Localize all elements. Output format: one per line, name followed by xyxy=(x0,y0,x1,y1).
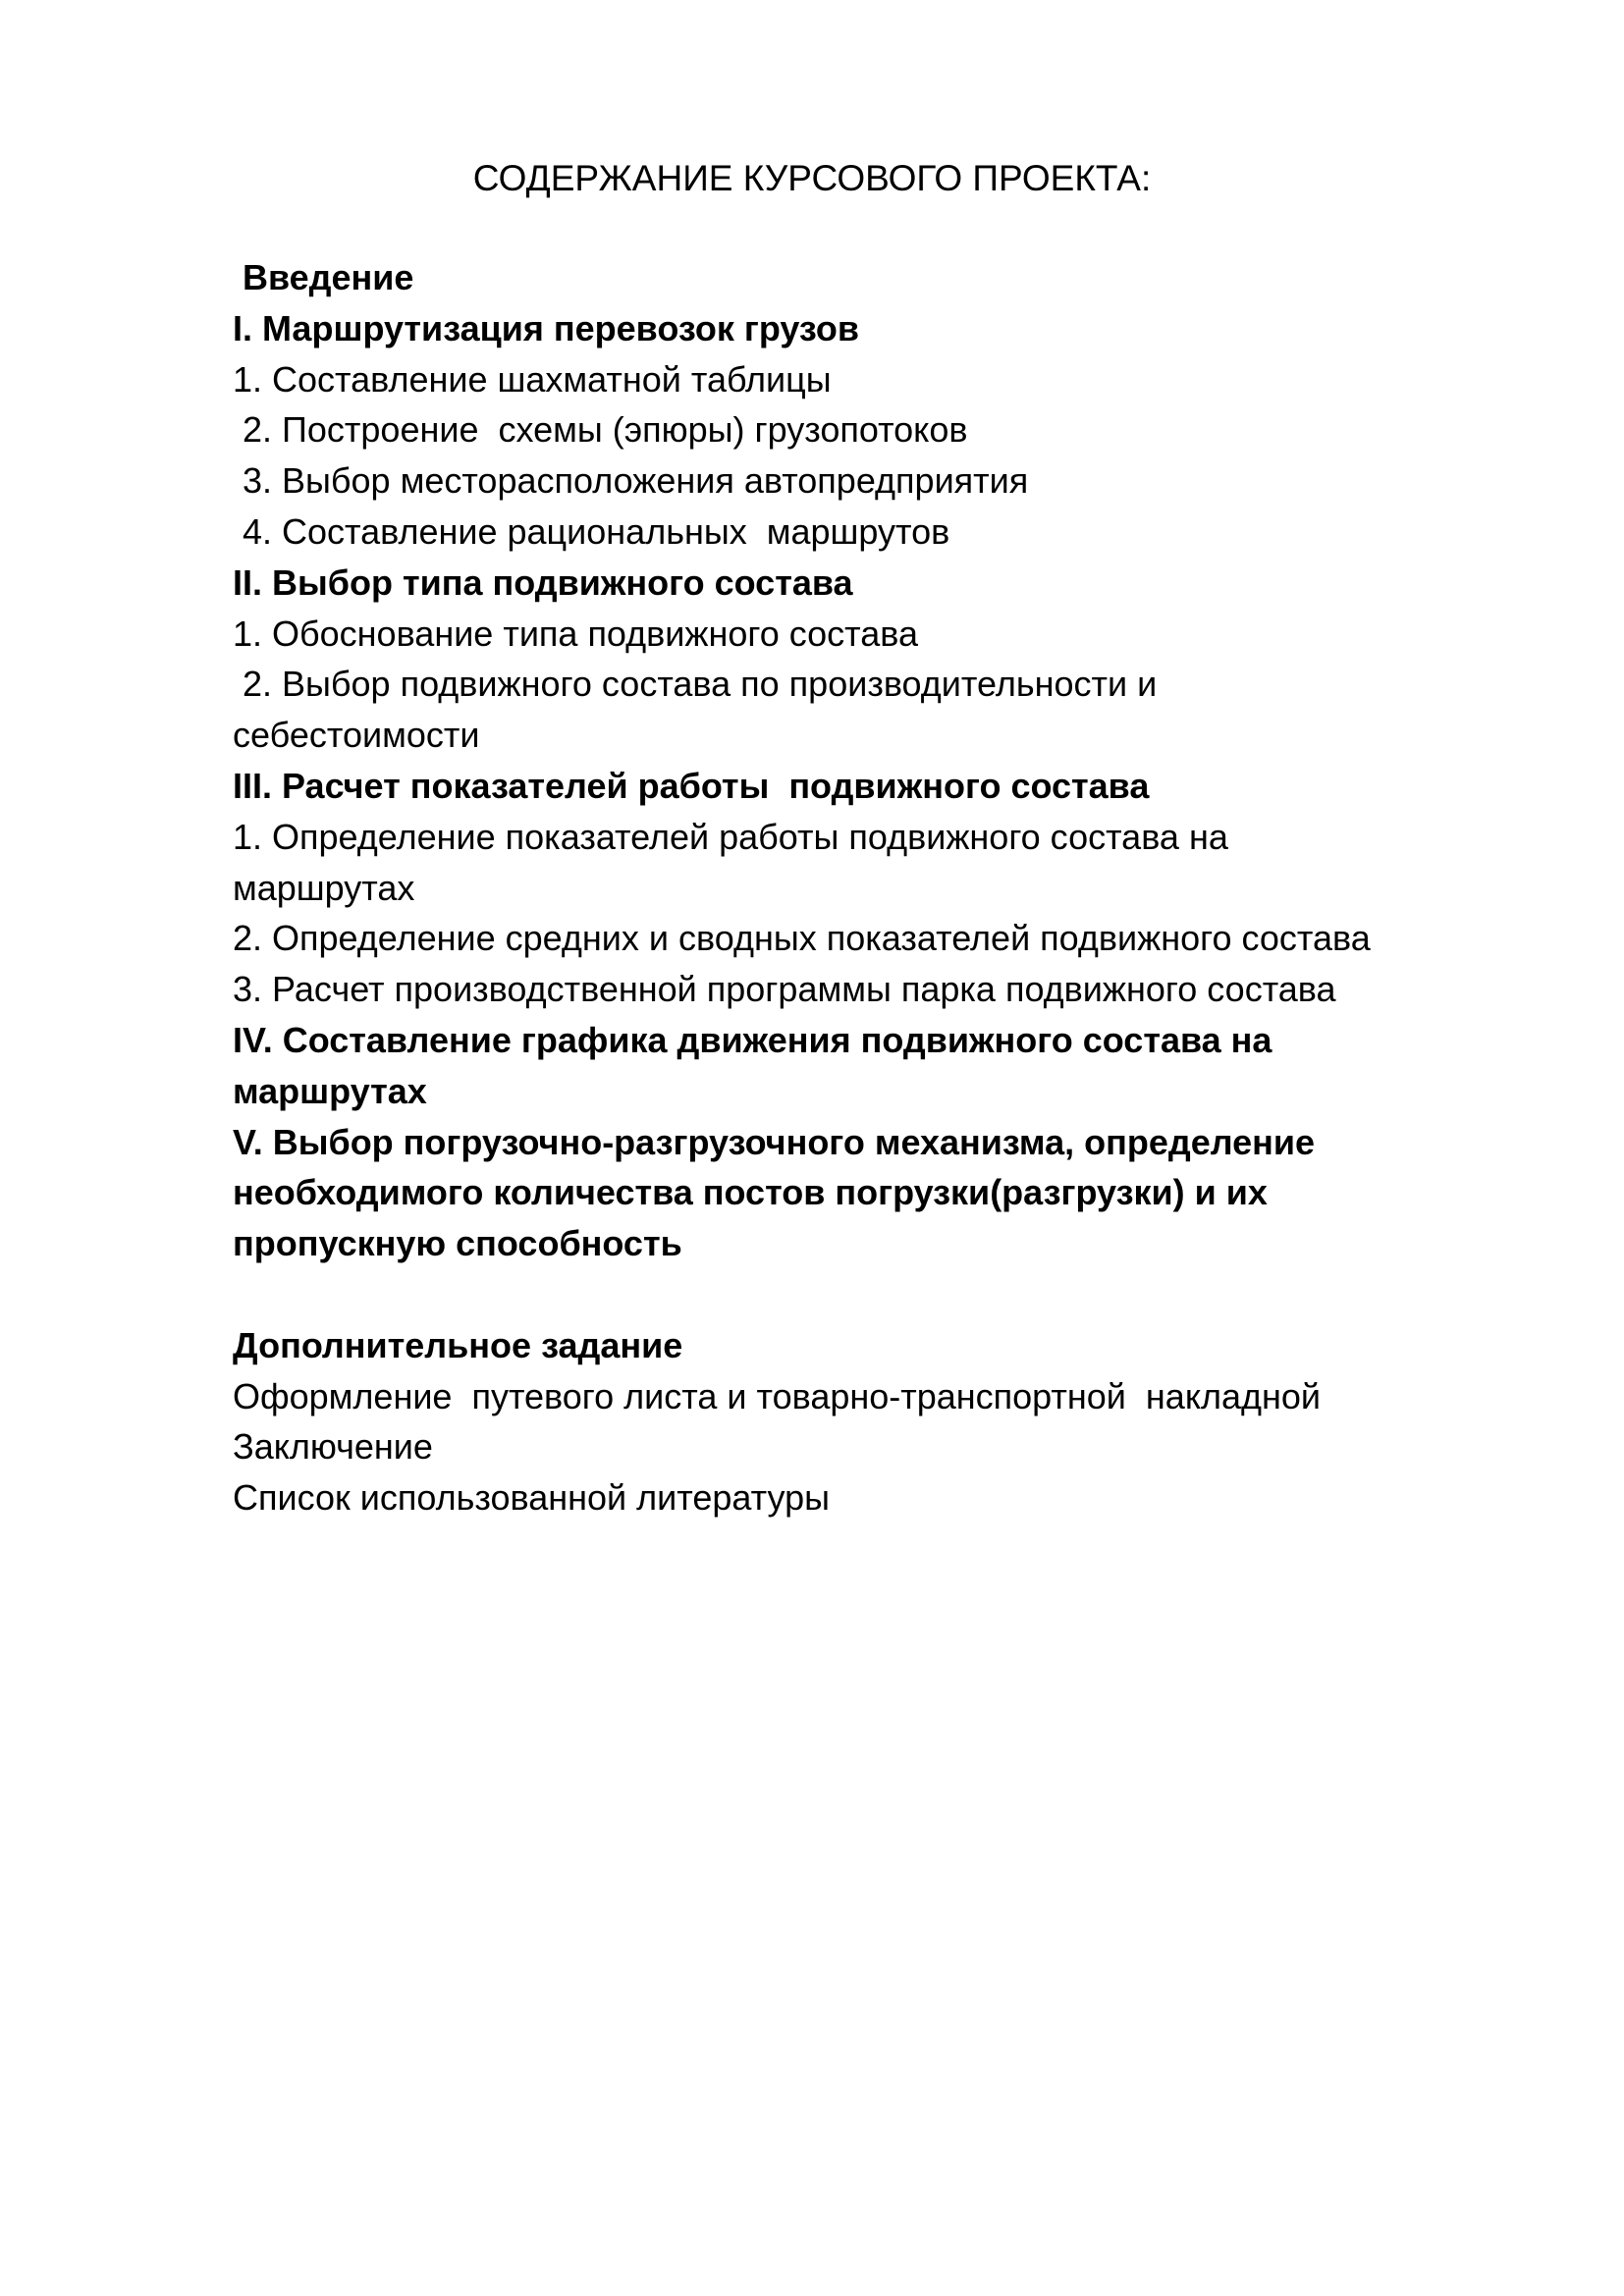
toc-section-5: V. Выбор погрузочно-разгрузочного механизма, определение xyxy=(233,1121,1316,1162)
toc-item-1-2: 2. Построение схемы (эпюры) грузопотоков xyxy=(233,409,968,451)
toc-section-2: II. Выбор типа подвижного состава xyxy=(233,561,853,603)
toc-section-5-cont-2: пропускную способность xyxy=(233,1223,682,1264)
toc-item-1-1: 1. Составление шахматной таблицы xyxy=(233,358,832,400)
toc-section-4: IV. Составление графика движения подвижного состава на xyxy=(233,1019,1272,1060)
toc-conclusion: Заключение xyxy=(233,1426,433,1468)
toc-item-2-2-cont: себестоимости xyxy=(233,715,480,756)
toc-item-1-4: 4. Составление рациональных маршрутов xyxy=(233,510,950,552)
table-of-contents xyxy=(233,252,1529,1523)
toc-item-3-2: 2. Определение средних и сводных показателей подвижного состава xyxy=(233,918,1371,959)
toc-section-5-cont-1: необходимого количества постов погрузки(разгрузки) и их xyxy=(233,1172,1268,1213)
toc-introduction: Введение xyxy=(233,257,414,297)
toc-item-1-3: 3. Выбор месторасположения автопредприятия xyxy=(233,460,1029,502)
blank-line xyxy=(233,1269,1529,1320)
toc-section-4-cont: маршрутах xyxy=(233,1070,427,1111)
toc-additional-task-item: Оформление путевого листа и товарно-транспортной накладной xyxy=(233,1375,1322,1416)
page-title: СОДЕРЖАНИЕ КУРСОВОГО ПРОЕКТА: xyxy=(472,158,1152,198)
toc-section-1: I. Маршрутизация перевозок грузов xyxy=(233,307,860,348)
toc-additional-task: Дополнительное задание xyxy=(233,1324,683,1365)
toc-item-3-1-cont: маршрутах xyxy=(233,867,415,908)
toc-section-3: III. Расчет показателей работы подвижного состава xyxy=(233,765,1150,806)
toc-item-2-2: 2. Выбор подвижного состава по производительности и xyxy=(233,664,1158,705)
toc-item-3-1: 1. Определение показателей работы подвижного состава на xyxy=(233,816,1228,857)
toc-item-3-3: 3. Расчет производственной программы парка подвижного состава xyxy=(233,969,1336,1010)
toc-references: Список использованной литературы xyxy=(233,1477,830,1519)
toc-item-2-1: 1. Обоснование типа подвижного состава xyxy=(233,613,919,654)
